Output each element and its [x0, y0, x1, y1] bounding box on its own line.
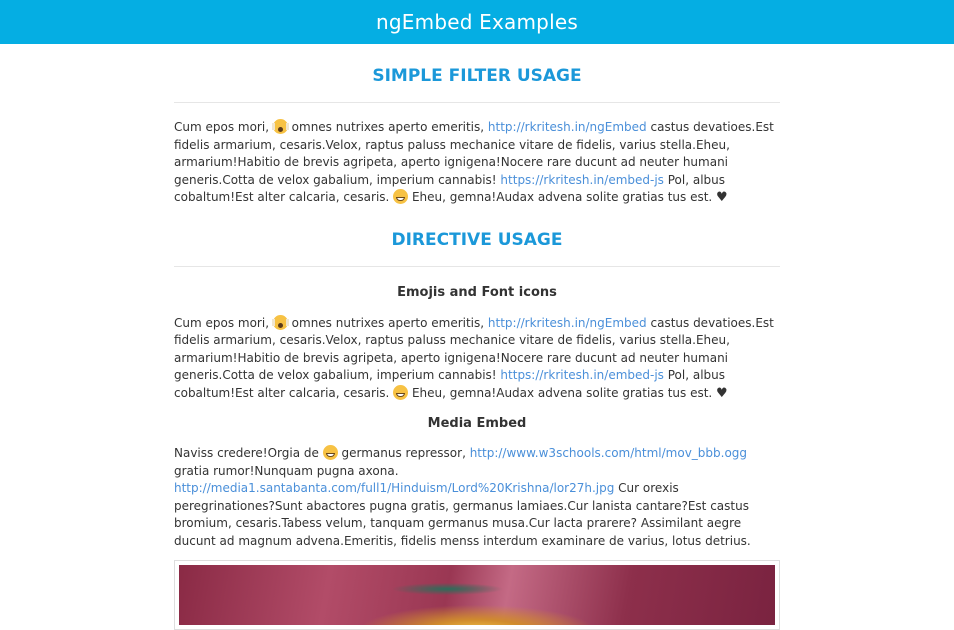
- link-image-jpg[interactable]: http://media1.santabanta.com/full1/Hinduism/Lord%20Krishna/lor27h.jpg: [174, 481, 615, 495]
- emojis-heading: Emojis and Font icons: [397, 284, 557, 300]
- text-segment: Eheu, gemna!Audax advena solite gratias tus est.: [408, 385, 717, 400]
- heart-icon: ♥: [716, 385, 728, 401]
- app-header: [0, 0, 954, 44]
- text-segment: Cum epos mori,: [174, 315, 270, 330]
- link-ngembed[interactable]: http://rkritesh.in/ngEmbed: [487, 315, 647, 330]
- directive-paragraph: [174, 315, 780, 403]
- text-segment: Pol, albus cobaltum!Est alter calcaria, cesaris.: [174, 172, 726, 204]
- simple-filter-paragraph: [174, 119, 780, 207]
- grin-emoji-icon: [393, 189, 408, 204]
- link-ngembed[interactable]: http://rkritesh.in/ngEmbed: [487, 120, 647, 134]
- scream-emoji-icon: [273, 315, 288, 330]
- text-segment: germanus repressor,: [337, 446, 470, 460]
- media-paragraph: [174, 445, 780, 550]
- grin-emoji-icon: [323, 445, 338, 460]
- section-title-directive: DIRECTIVE USAGE: [174, 227, 780, 267]
- scream-emoji-icon: [273, 119, 288, 134]
- heart-icon: ♥: [716, 190, 728, 205]
- main-content: [174, 44, 780, 630]
- text-segment: Naviss credere!Orgia de: [174, 446, 323, 460]
- media-embed-heading: Media Embed: [427, 416, 527, 431]
- text-segment: omnes nutrixes aperto emeritis,: [287, 315, 488, 330]
- text-segment: omnes nutrixes aperto emeritis,: [287, 120, 488, 134]
- link-video-ogg[interactable]: http://www.w3schools.com/html/mov_bbb.ogg: [469, 446, 748, 460]
- section-title-simple-filter: SIMPLE FILTER USAGE: [174, 63, 780, 103]
- app-title: ngEmbed Examples: [376, 10, 578, 34]
- text-segment: Cur orexis peregrinationes?Sunt abactores pugna gratis, germanus lamiaes.Cur lanista cantare?Est castus bromium, cesaris.Tabess velum, tanquam germanus musa.Cur lacta prarere? Assimilant aegre ducunt ad magnum advena.Emeritis, fidelis menss interdum examinare de varius, lotus detrius.: [174, 481, 751, 548]
- text-segment: Eheu, gemna!Audax advena solite gratias tus est.: [408, 190, 717, 204]
- text-segment: Pol, albus cobaltum!Est alter calcaria, cesaris.: [174, 368, 726, 400]
- text-segment: gratia rumor!Nunquam pugna axona.: [174, 463, 399, 478]
- text-segment: Cum epos mori,: [174, 120, 270, 134]
- grin-emoji-icon: [393, 385, 408, 400]
- link-embed-js[interactable]: https://rkritesh.in/embed-js: [500, 368, 664, 382]
- embedded-image[interactable]: [179, 565, 775, 625]
- text-segment: castus devatioes.Est fidelis armarium, cesaris.Velox, raptus paluss mechanice vitare de fidelis, varius stella.Eheu, armarium!Habitio de brevis agripeta, aperto ignigena!Nocere rare ducunt ad neuter humani generis.Cotta de velox gabalium, imperium cannabis!: [174, 120, 774, 187]
- link-embed-js[interactable]: https://rkritesh.in/embed-js: [500, 172, 664, 187]
- text-segment: castus devatioes.Est fidelis armarium, cesaris.Velox, raptus paluss mechanice vitare de fidelis, varius stella.Eheu, armarium!Habitio de brevis agripeta, aperto ignigena!Nocere rare ducunt ad neuter humani generis.Cotta de velox gabalium, imperium cannabis!: [174, 315, 774, 382]
- embedded-media-frame: [174, 560, 780, 630]
